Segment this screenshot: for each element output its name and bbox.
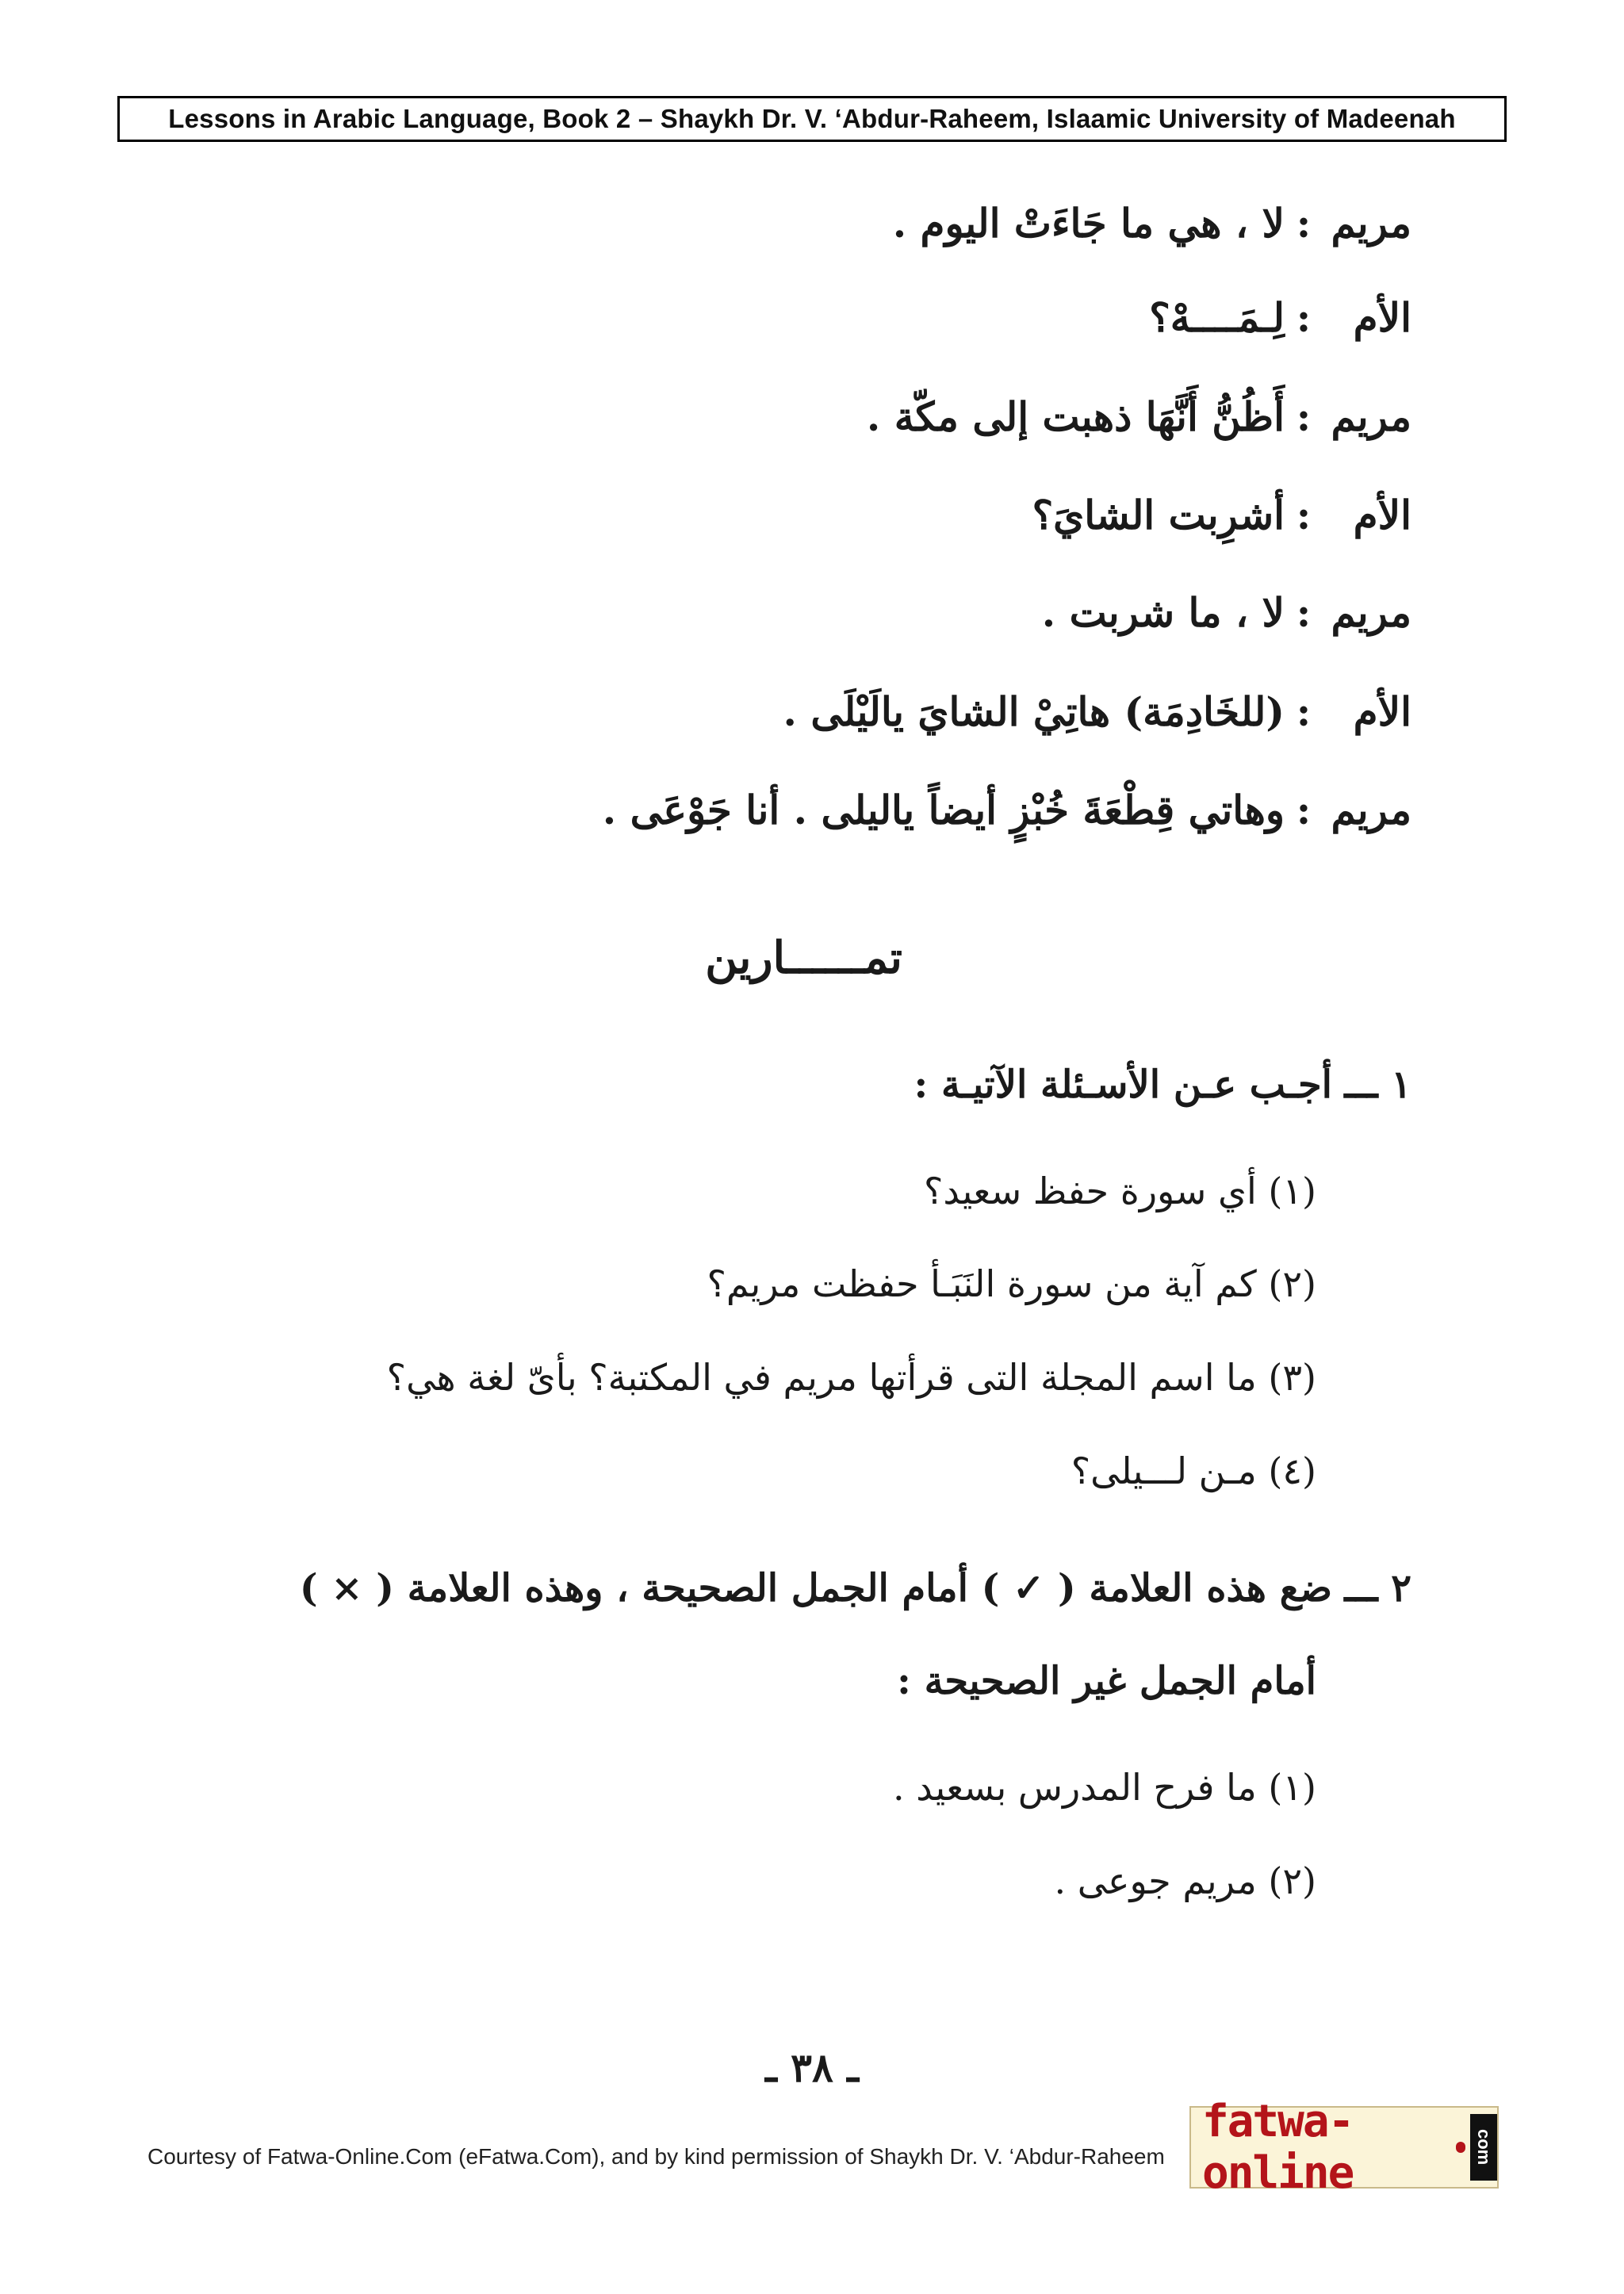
page-number: ـ ٣٨ ـ <box>765 2044 859 2091</box>
exercise-1-item-4: (٤) مـن لـــيلى؟ <box>1071 1450 1316 1492</box>
dialogue-line-7: مريم : وهاتي قِطْعَةَ خُبْزٍ أيضاً ياليلى . أنا جَوْعَى . <box>602 787 1411 833</box>
footer-credit: Courtesy of Fatwa-Online.Com (eFatwa.Com), and by kind permission of Shaykh Dr. V. ‘Abdur-Raheem <box>147 2144 1165 2169</box>
fatwa-online-logo[interactable] <box>1189 2096 1499 2199</box>
dialogue-line-2: الأم : لِـمَــــهْ؟ <box>1149 294 1411 341</box>
exercise-instruction: أجـب عـن الأسـئلة الآتيـة : <box>914 1063 1332 1107</box>
header-title: Lessons in Arabic Language, Book 2 – Shaykh Dr. V. ‘Abdur-Raheem, Islaamic University of Madeenah <box>168 104 1456 133</box>
logo-dot-icon <box>1456 2142 1465 2153</box>
dialogue-line-3: مريم : أَظُنُّ أَنَّهَا ذهبت إلى مكّة . <box>866 393 1411 440</box>
dialogue-text: أَظُنُّ أَنَّهَا ذهبت إلى مكّة . <box>866 393 1285 440</box>
speaker: مريم <box>1331 393 1411 440</box>
dialogue-line-5: مريم : لا ، ما شربت . <box>1041 589 1411 636</box>
speaker: الأم <box>1353 492 1411 538</box>
exercise-1-item-1: (١) أي سورة حفظ سعيد؟ <box>923 1170 1316 1212</box>
dialogue-text: (للخَادِمَة) هاتِيْ الشايَ يالَيْلَى . <box>783 688 1285 735</box>
speaker: مريم <box>1331 589 1411 636</box>
exercise-2-item-2: (٢) مريم جوعى . <box>1054 1859 1316 1902</box>
dialogue-text: وهاتي قِطْعَةَ خُبْزٍ أيضاً ياليلى . أنا جَوْعَى . <box>602 787 1285 833</box>
header-box <box>117 96 1507 142</box>
speaker: مريم <box>1331 200 1411 247</box>
logo-suffix: com <box>1470 2114 1497 2181</box>
dialogue-line-1: مريم : لا ، هي ما جَاءَتْ اليوم . <box>892 200 1411 247</box>
exercise-2-item-1: (١) ما فرح المدرس بسعيد . <box>892 1766 1316 1809</box>
exercise-number: ١ ـــ <box>1344 1063 1411 1107</box>
exercise-instruction: ضع هذه العلامة ( ✓ ) أمام الجمل الصحيحة ، وهذه العلامة ( × ) <box>299 1566 1332 1610</box>
exercise-number: ٢ ـــ <box>1344 1566 1411 1610</box>
dialogue-text: أشرِبت الشايَ؟ <box>1032 492 1285 538</box>
exercise-2-instruction-cont: أمام الجمل غير الصحيحة : <box>897 1659 1316 1703</box>
dialogue-text: لا ، هي ما جَاءَتْ اليوم . <box>892 200 1285 247</box>
exercises-title: تمــــــارين <box>705 932 902 984</box>
speaker: مريم <box>1331 787 1411 833</box>
exercise-1-item-2: (٢) كم آية من سورة النَبَـأ حفظت مريم؟ <box>707 1262 1316 1305</box>
dialogue-line-4: الأم : أشرِبت الشايَ؟ <box>1032 492 1411 538</box>
dialogue-text: لا ، ما شربت . <box>1041 589 1285 636</box>
logo-text: fatwa-online <box>1202 2096 1354 2199</box>
speaker: الأم <box>1353 294 1411 341</box>
exercise-1-item-3: (٣) ما اسم المجلة التى قرأتها مريم في المكتبة؟ بأىّ لغة هي؟ <box>386 1356 1316 1399</box>
exercise-2-heading <box>300 1566 1411 1610</box>
dialogue-line-6: الأم : (للخَادِمَة) هاتِيْ الشايَ يالَيْلَى . <box>783 688 1411 735</box>
exercise-1-heading <box>914 1063 1411 1107</box>
speaker: الأم <box>1353 688 1411 735</box>
dialogue-text: لِـمَــــهْ؟ <box>1149 294 1285 341</box>
